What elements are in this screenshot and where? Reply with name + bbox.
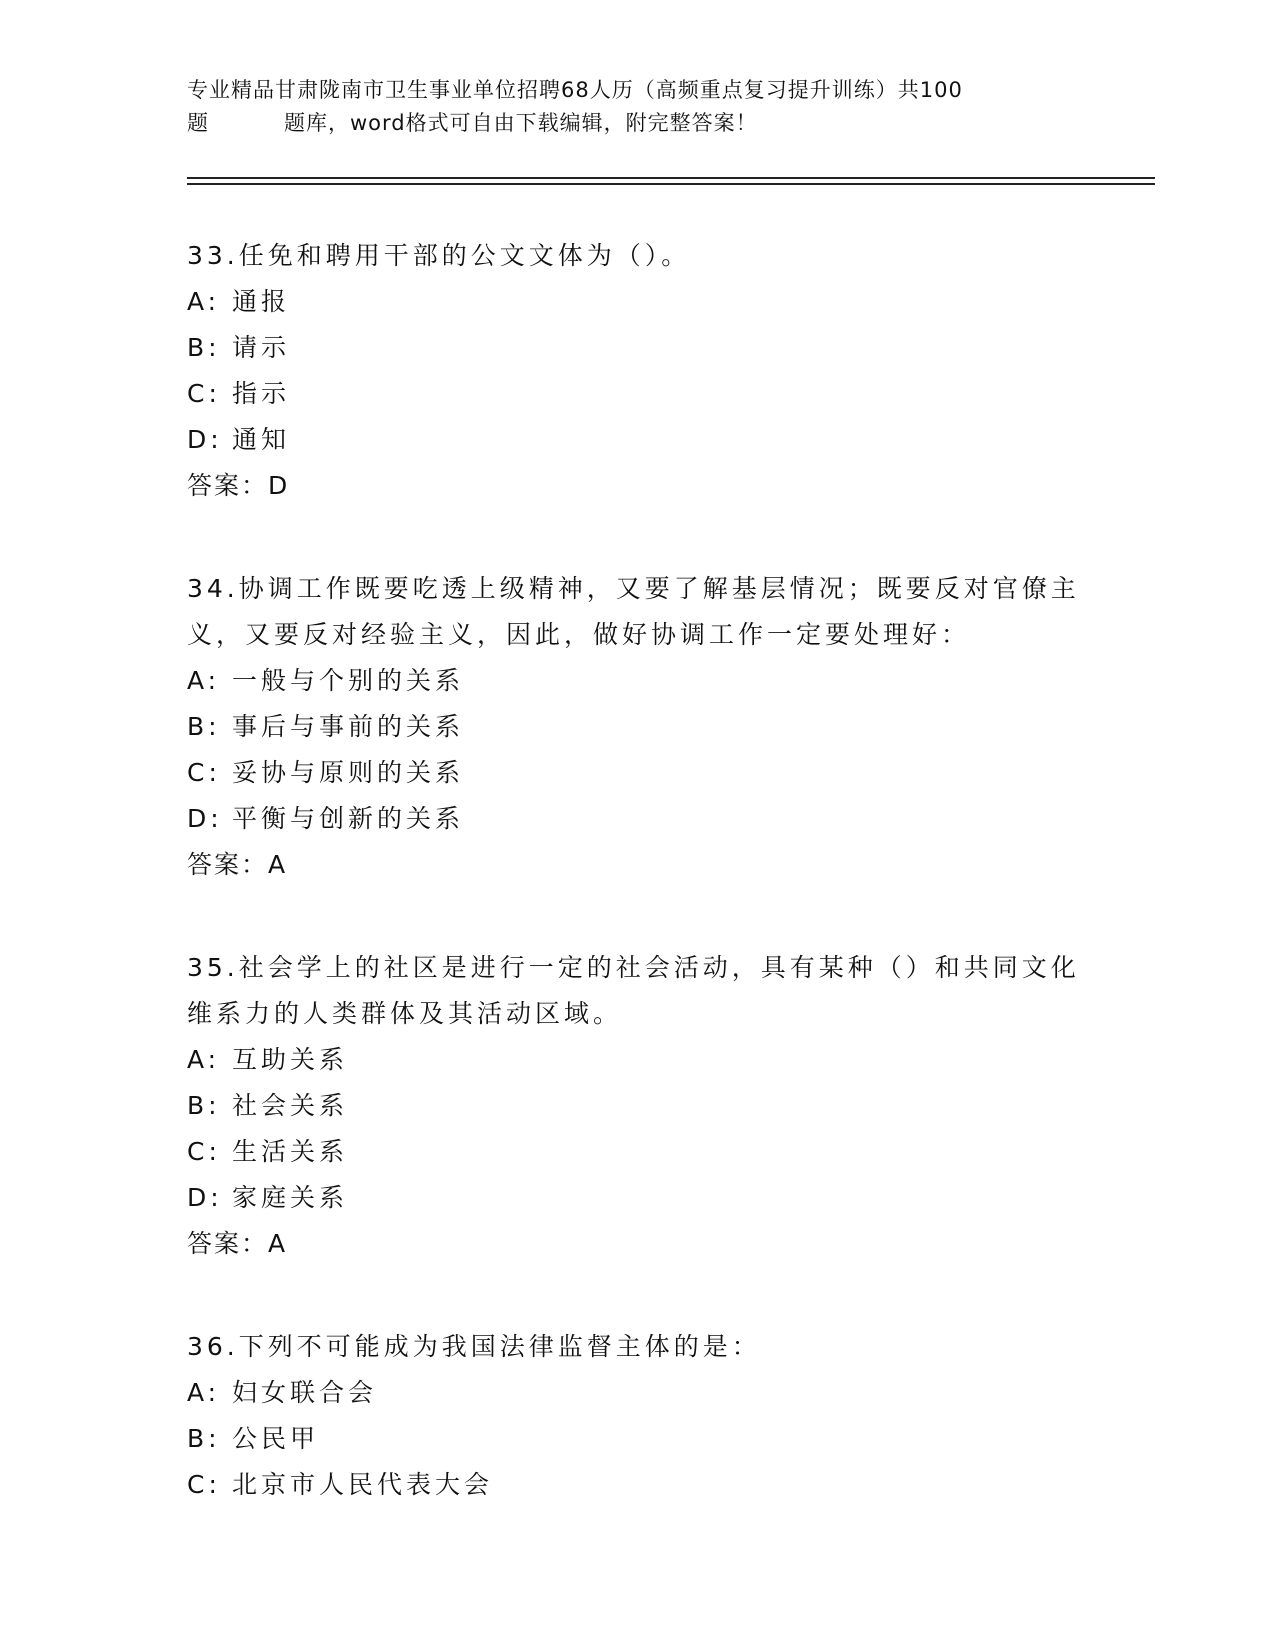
header-title-line-2 — [187, 107, 1067, 140]
document-header — [187, 74, 1067, 140]
option-c — [187, 371, 1087, 417]
option-c — [187, 1462, 1087, 1508]
option-text: 家庭关系 — [232, 1183, 349, 1212]
question-stem: 33.任免和聘用干部的公文文体为（）。 — [187, 241, 691, 270]
option-letter: C: — [187, 379, 221, 408]
option-c — [187, 750, 1087, 796]
option-text: 平衡与创新的关系 — [232, 804, 465, 833]
option-text: 通知 — [232, 425, 291, 454]
option-letter: B: — [187, 1424, 221, 1453]
option-text: 社会关系 — [232, 1091, 349, 1120]
option-text: 互助关系 — [232, 1045, 349, 1074]
option-letter: C: — [187, 758, 221, 787]
option-letter: D: — [187, 1183, 223, 1212]
option-letter: C: — [187, 1470, 221, 1499]
answer-line: 答案：D — [187, 471, 290, 500]
header-title-line-2-right: 题库，word格式可自由下载编辑，附完整答案！ — [284, 111, 758, 135]
option-letter: A: — [187, 287, 221, 316]
option-letter: C: — [187, 1137, 221, 1166]
question-36 — [187, 1324, 1087, 1508]
header-title-line-2-left: 题 — [187, 111, 209, 135]
option-d — [187, 1175, 1087, 1221]
answer-line: 答案：A — [187, 1229, 288, 1258]
question-stem: 34.协调工作既要吃透上级精神，又要了解基层情况；既要反对官僚主义，又要反对经验主义，因此，做好协调工作一定要处理好： — [187, 574, 1080, 649]
question-34 — [187, 566, 1087, 888]
question-list — [187, 233, 1087, 1565]
answer-line: 答案：A — [187, 850, 288, 879]
option-b — [187, 1416, 1087, 1462]
option-text: 公民甲 — [232, 1424, 320, 1453]
option-a — [187, 1370, 1087, 1416]
option-text: 北京市人民代表大会 — [232, 1470, 494, 1499]
option-text: 妥协与原则的关系 — [232, 758, 465, 787]
option-text: 生活关系 — [232, 1137, 349, 1166]
option-d — [187, 796, 1087, 842]
question-stem: 36.下列不可能成为我国法律监督主体的是： — [187, 1332, 761, 1361]
option-b — [187, 1083, 1087, 1129]
option-text: 事后与事前的关系 — [232, 712, 465, 741]
option-c — [187, 1129, 1087, 1175]
option-letter: D: — [187, 425, 223, 454]
option-text: 一般与个别的关系 — [232, 666, 465, 695]
option-text: 请示 — [232, 333, 291, 362]
option-text: 通报 — [232, 287, 291, 316]
option-letter: A: — [187, 1045, 221, 1074]
option-letter: B: — [187, 1091, 221, 1120]
option-letter: B: — [187, 712, 221, 741]
option-b — [187, 325, 1087, 371]
option-text: 指示 — [232, 379, 291, 408]
option-a — [187, 279, 1087, 325]
question-stem: 35.社会学上的社区是进行一定的社会活动，具有某种（）和共同文化维系力的人类群体及其活动区域。 — [187, 953, 1080, 1028]
option-letter: A: — [187, 666, 221, 695]
option-a — [187, 658, 1087, 704]
header-divider-top — [187, 177, 1155, 179]
question-33 — [187, 233, 1087, 509]
option-text: 妇女联合会 — [232, 1378, 378, 1407]
question-35 — [187, 945, 1087, 1267]
option-d — [187, 417, 1087, 463]
header-divider-bottom — [187, 183, 1155, 185]
option-letter: D: — [187, 804, 223, 833]
option-letter: B: — [187, 333, 221, 362]
option-a — [187, 1037, 1087, 1083]
option-b — [187, 704, 1087, 750]
option-letter: A: — [187, 1378, 221, 1407]
header-title-line-1: 专业精品甘肃陇南市卫生事业单位招聘68人历（高频重点复习提升训练）共100 — [187, 78, 963, 102]
